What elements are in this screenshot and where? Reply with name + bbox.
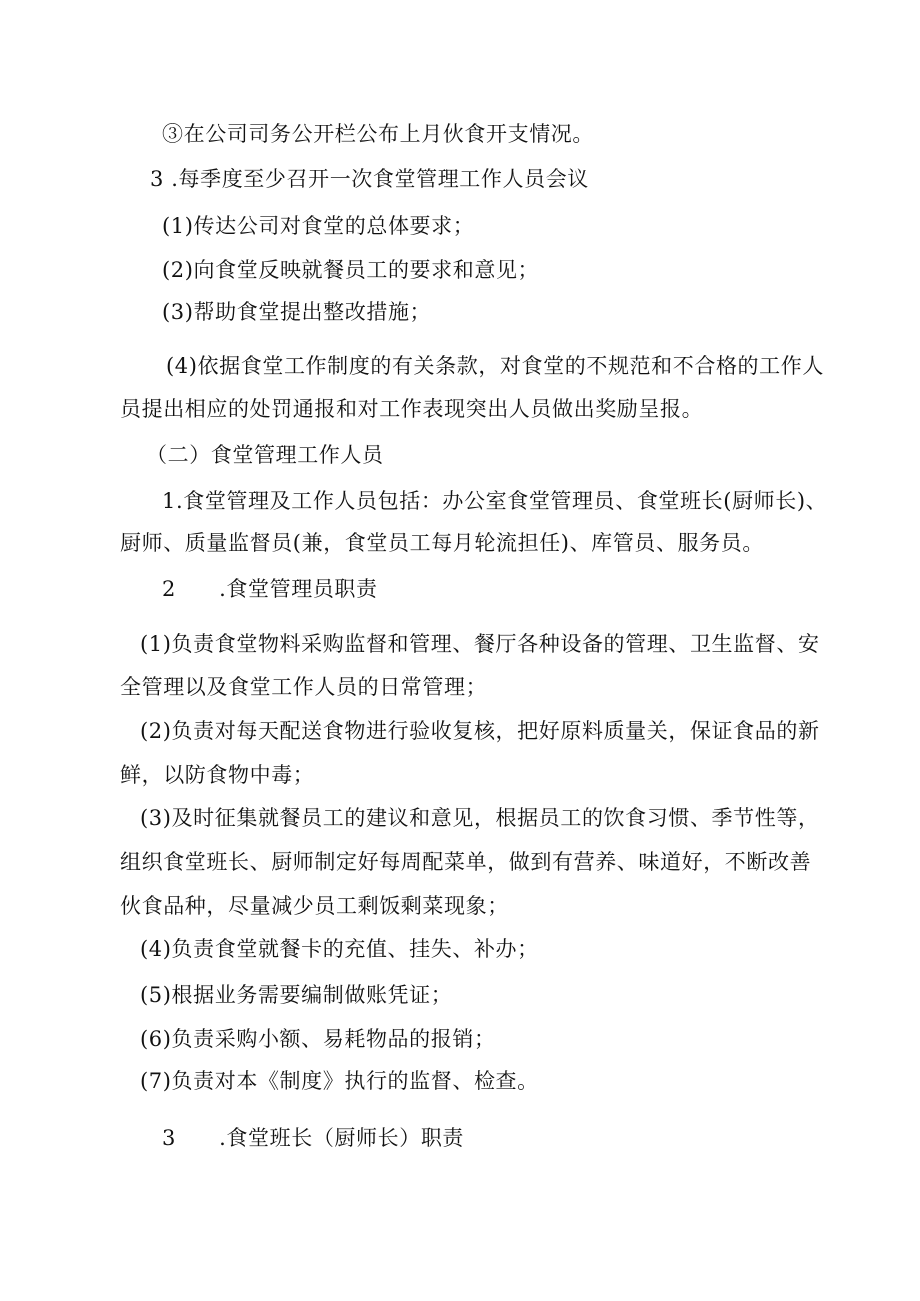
text-line-20: (5)根据业务需要编制做账凭证； <box>140 983 453 1007</box>
subheading-manager-duties: 2 .食堂管理员职责 <box>162 577 378 601</box>
text-line-17: 组织食堂班长、厨师制定好每周配菜单，做到有营养、味道好，不断改善 <box>120 850 812 874</box>
text-line-7: 员提出相应的处罚通报和对工作表现突出人员做出奖励呈报。 <box>120 397 704 421</box>
text-line-19: (4)负责食堂就餐卡的充值、挂失、补办； <box>140 937 539 961</box>
subheading-chef-duties: 3 .食堂班长（厨师长）职责 <box>162 1126 465 1150</box>
text-line-13: 全管理以及食堂工作人员的日常管理； <box>120 675 488 699</box>
text-line-2: 3 .每季度至少召开一次食堂管理工作人员会议 <box>150 167 589 191</box>
text-line-18: 伙食品种，尽量减少员工剩饭剩菜现象； <box>120 894 509 918</box>
text-line-15: 鲜，以防食物中毒； <box>120 763 315 787</box>
text-line-3: (1)传达公司对食堂的总体要求； <box>162 214 475 238</box>
text-line-21: (6)负责采购小额、易耗物品的报销； <box>140 1027 496 1051</box>
text-line-22: (7)负责对本《制度》执行的监督、检查。 <box>140 1069 539 1093</box>
text-line-16: (3)及时征集就餐员工的建议和意见，根据员工的饮食习惯、季节性等， <box>140 806 820 830</box>
section-heading-2: （二）食堂管理工作人员 <box>146 443 384 467</box>
text-line-4: (2)向食堂反映就餐员工的要求和意见； <box>162 258 540 282</box>
text-line-5: (3)帮助食堂提出整改措施； <box>162 300 432 324</box>
text-line-6: (4)依据食堂工作制度的有关条款，对食堂的不规范和不合格的工作人 <box>166 354 824 378</box>
text-line-12: (1)负责食堂物料采购监督和管理、餐厅各种设备的管理、卫生监督、安 <box>140 632 820 656</box>
text-line-14: (2)负责对每天配送食物进行验收复核，把好原料质量关，保证食品的新 <box>140 719 820 743</box>
text-line-10: 厨师、质量监督员(兼，食堂员工每月轮流担任)、库管员、服务员。 <box>120 531 764 555</box>
text-line-1: ③在公司司务公开栏公布上月伙食开支情况。 <box>162 122 594 146</box>
text-line-9: 1.食堂管理及工作人员包括：办公室食堂管理员、食堂班长(厨师长)、 <box>162 489 828 513</box>
